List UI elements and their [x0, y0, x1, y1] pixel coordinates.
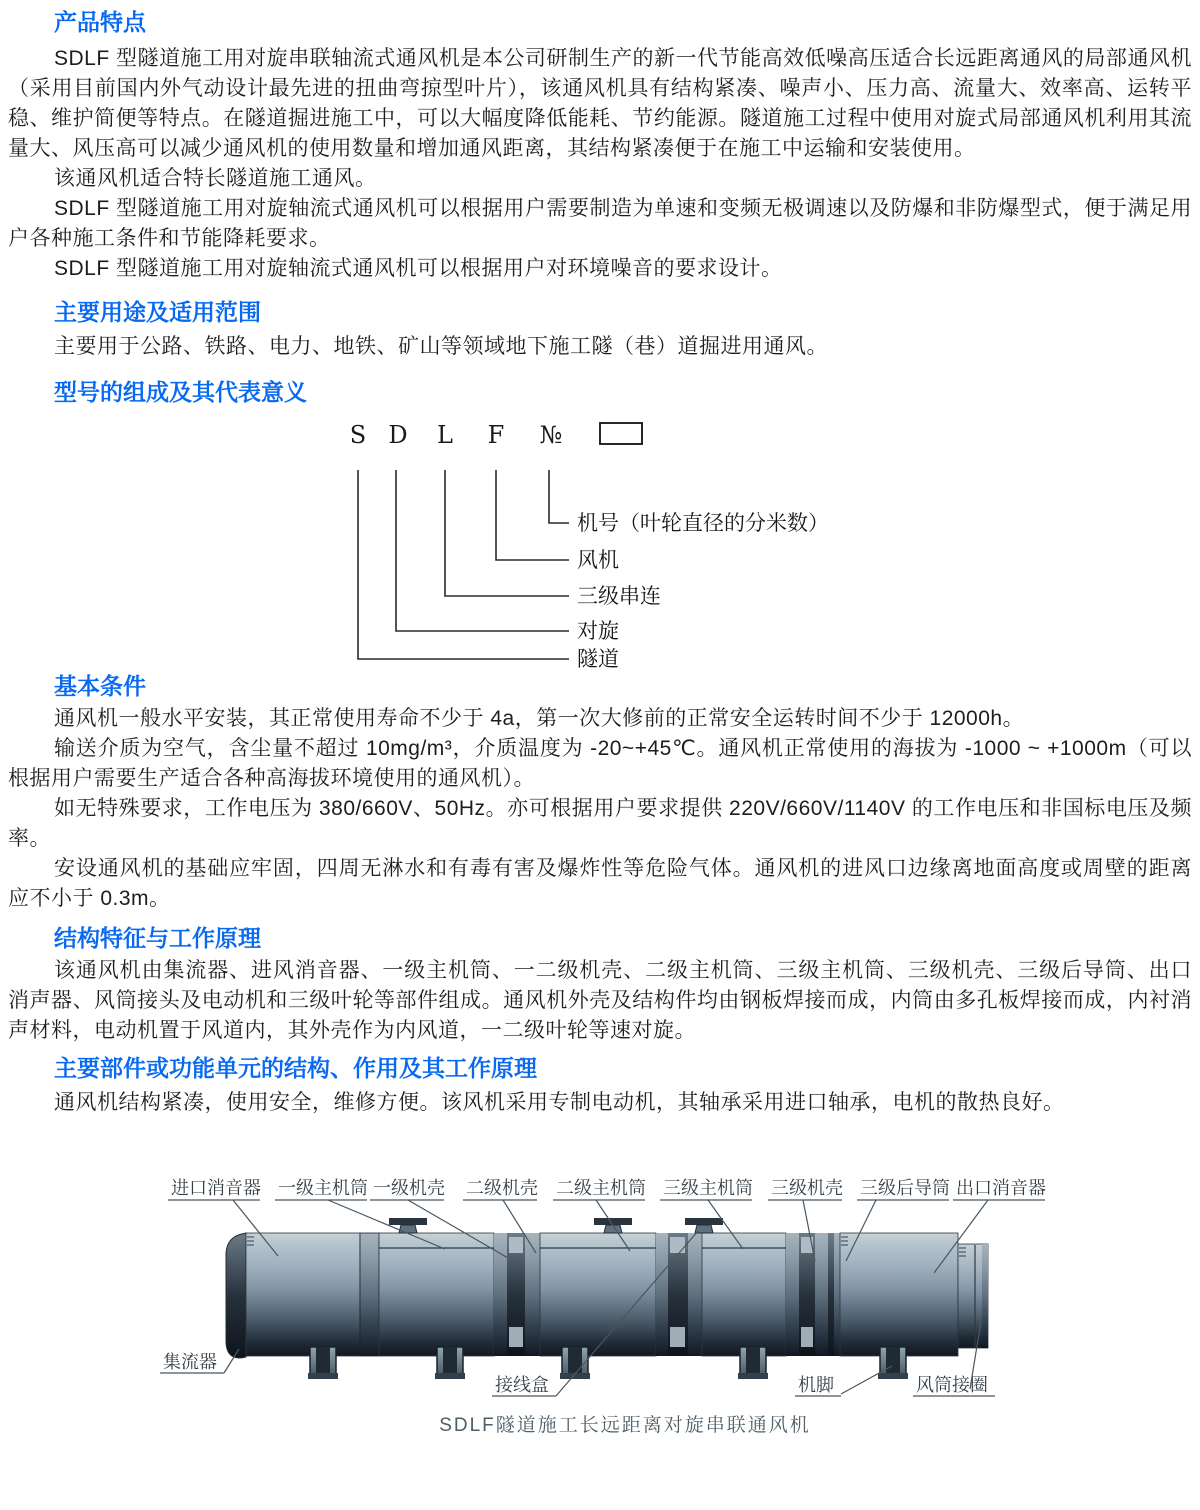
label-collector: 集流器 — [163, 1352, 217, 1372]
label-stage2-main-cylinder: 二级主机筒 — [556, 1178, 646, 1198]
model-label-three-stage-series: 三级串连 — [577, 585, 661, 608]
junction-box-3 — [685, 1218, 723, 1233]
connector-line-l — [445, 470, 569, 596]
label-stage1-main-cylinder: 一级主机筒 — [278, 1178, 368, 1198]
basics-paragraph-4: 安设通风机的基础应牢固，四周无淋水和有毒有害及爆炸性等危险气体。通风机的进风口边缘离地面高度或周壁的距离应不小于 0.3m。 — [8, 857, 1192, 910]
recess-highlight — [509, 1327, 523, 1347]
model-letter-l: L — [437, 421, 453, 449]
label-stage2-casing: 二级机壳 — [466, 1178, 538, 1198]
inlet-silencer-section — [246, 1233, 360, 1356]
features-paragraph-3: SDLF 型隧道施工用对旋轴流式通风机可以根据用户需要制造为单速和变频无极调速以及防爆和非防爆型式，便于满足用户各种施工条件和节能降耗要求。 — [8, 197, 1192, 250]
label-stage3-casing: 三级机壳 — [771, 1178, 843, 1198]
label-inlet-silencer: 进口消音器 — [171, 1178, 261, 1198]
basics-paragraph-3: 如无特殊要求，工作电压为 380/660V、50Hz。亦可根据用户要求提供 220V/660V/1140V 的工作电压和非国标电压及频率。 — [8, 797, 1192, 850]
model-label-tunnel: 隧道 — [577, 648, 619, 671]
model-letter-no: № — [539, 421, 563, 449]
parts-paragraph: 通风机结构紧凑，使用安全，维修方便。该风机采用专制电动机，其轴承采用进口轴承，电机的散热良好。 — [54, 1091, 1065, 1114]
foot-1 — [308, 1347, 338, 1379]
label-junction-box: 接线盒 — [495, 1375, 549, 1395]
model-label-fan: 风机 — [577, 549, 619, 572]
fan-body — [226, 1233, 988, 1358]
rear-guide-outlet-section — [840, 1233, 958, 1356]
usage-paragraph: 主要用于公路、铁路、电力、地铁、矿山等领域地下施工隧（巷）道掘进用通风。 — [54, 335, 828, 358]
heading-structure: 结构特征与工作原理 — [54, 925, 261, 951]
label-outlet-silencer: 出口消音器 — [956, 1178, 1046, 1198]
stage1-casing-section — [379, 1233, 494, 1356]
fan-assembly-diagram — [8, 1161, 1192, 1446]
flange-3a — [656, 1233, 668, 1356]
label-duct-ring: 风筒接圈 — [916, 1375, 988, 1395]
connector-line-f — [496, 470, 569, 560]
stage2-main-section — [540, 1233, 656, 1356]
features-paragraph-4: SDLF 型隧道施工用对旋轴流式通风机可以根据用户对环境噪音的要求设计。 — [54, 257, 783, 280]
heading-parts: 主要部件或功能单元的结构、作用及其工作原理 — [54, 1055, 537, 1081]
model-letter-f: F — [487, 421, 505, 449]
features-paragraph-1: SDLF 型隧道施工用对旋串联轴流式通风机是本公司研制生产的新一代节能高效低噪高压适合长远距离通风的局部通风机（采用目前国内外气动设计最先进的扭曲弯掠型叶片），该通风机具有结构紧凑、噪声小、压力高、流量大、效率高、运转平稳、维护简便等特点。在隧道掘进施工中，可以大幅度降低能耗、节约能源。隧道施工过程中使用对旋式局部通风机利用其流量大、风压高可以减少通风机的使用数量和增加通风距离，其结构紧凑便于在施工中运输和安装使用。 — [8, 47, 1192, 160]
label-machine-foot: 机脚 — [798, 1375, 834, 1395]
heading-model-composition: 型号的组成及其代表意义 — [54, 379, 307, 405]
label-stage1-casing: 一级机壳 — [373, 1178, 445, 1198]
recess-highlight — [670, 1237, 685, 1253]
basics-paragraph-2: 输送介质为空气，含尘量不超过 10mg/m³，介质温度为 -20~+45℃。通风机正常使用的海拔为 -1000 ~ +1000m（可以根据用户需要生产适合各种高海拔环境使用的通风机）。 — [8, 737, 1192, 790]
features-paragraph-2: 该通风机适合特长隧道施工通风。 — [54, 167, 377, 190]
fan-assembly-svg — [8, 1161, 1200, 1446]
junction-boxes — [389, 1218, 723, 1233]
label-stage3-rear-guide: 三级后导筒 — [860, 1178, 950, 1198]
model-letter-d: D — [388, 421, 408, 449]
model-meaning-labels — [577, 512, 829, 671]
flange-3b — [688, 1233, 702, 1356]
model-code-diagram-svg — [8, 410, 1200, 672]
model-label-contra-rotating: 对旋 — [577, 620, 619, 643]
heading-usage: 主要用途及适用范围 — [54, 299, 261, 325]
basics-paragraph-1: 通风机一般水平安装，其正常使用寿命不少于 4a，第一次大修前的正常安全运转时间不少于 12000h。 — [54, 707, 1025, 730]
heading-basics: 基本条件 — [54, 673, 146, 699]
model-connector-lines — [358, 470, 569, 659]
recess-highlight — [670, 1327, 685, 1347]
fan-diagram-caption: SDLF隧道施工长远距离对旋串联通风机 — [439, 1415, 811, 1436]
flange-4c — [834, 1233, 840, 1356]
inlet-bell-collector — [226, 1233, 246, 1358]
flange-4b — [815, 1233, 828, 1356]
foot-5 — [878, 1347, 908, 1379]
flange-4a — [786, 1233, 799, 1356]
model-label-fan-number: 机号（叶轮直径的分米数） — [577, 512, 829, 535]
model-number-box — [600, 423, 642, 444]
recess-highlight — [801, 1327, 813, 1347]
connector-line-d — [396, 470, 569, 631]
stage3-main-section — [702, 1233, 786, 1356]
foot-4 — [738, 1347, 768, 1379]
heading-features: 产品特点 — [54, 9, 146, 35]
model-letter-s: S — [349, 421, 367, 449]
label-stage3-main-cylinder: 三级主机筒 — [663, 1178, 753, 1198]
flange-1 — [360, 1233, 379, 1356]
connector-line-no — [549, 470, 569, 523]
foot-2 — [435, 1347, 465, 1379]
junction-box-1 — [389, 1218, 427, 1233]
structure-paragraph: 该通风机由集流器、进风消音器、一级主机筒、一二级机壳、二级主机筒、三级主机筒、三级机壳、三级后导筒、出口消声器、风筒接头及电动机和三级叶轮等部件组成。通风机外壳及结构件均由钢板焊接而成，内筒由多孔板焊接而成，内衬消声材料，电动机置于风道内，其外壳作为内风道，一二级叶轮等速对旋。 — [8, 959, 1192, 1042]
flange-2b — [525, 1233, 540, 1356]
recess-band-4 — [828, 1233, 834, 1356]
recess-highlight — [509, 1237, 523, 1253]
leader-machine-foot — [841, 1366, 892, 1394]
model-code-diagram — [8, 410, 1192, 672]
model-letters — [350, 421, 642, 449]
duct-ring-rim — [982, 1244, 988, 1348]
